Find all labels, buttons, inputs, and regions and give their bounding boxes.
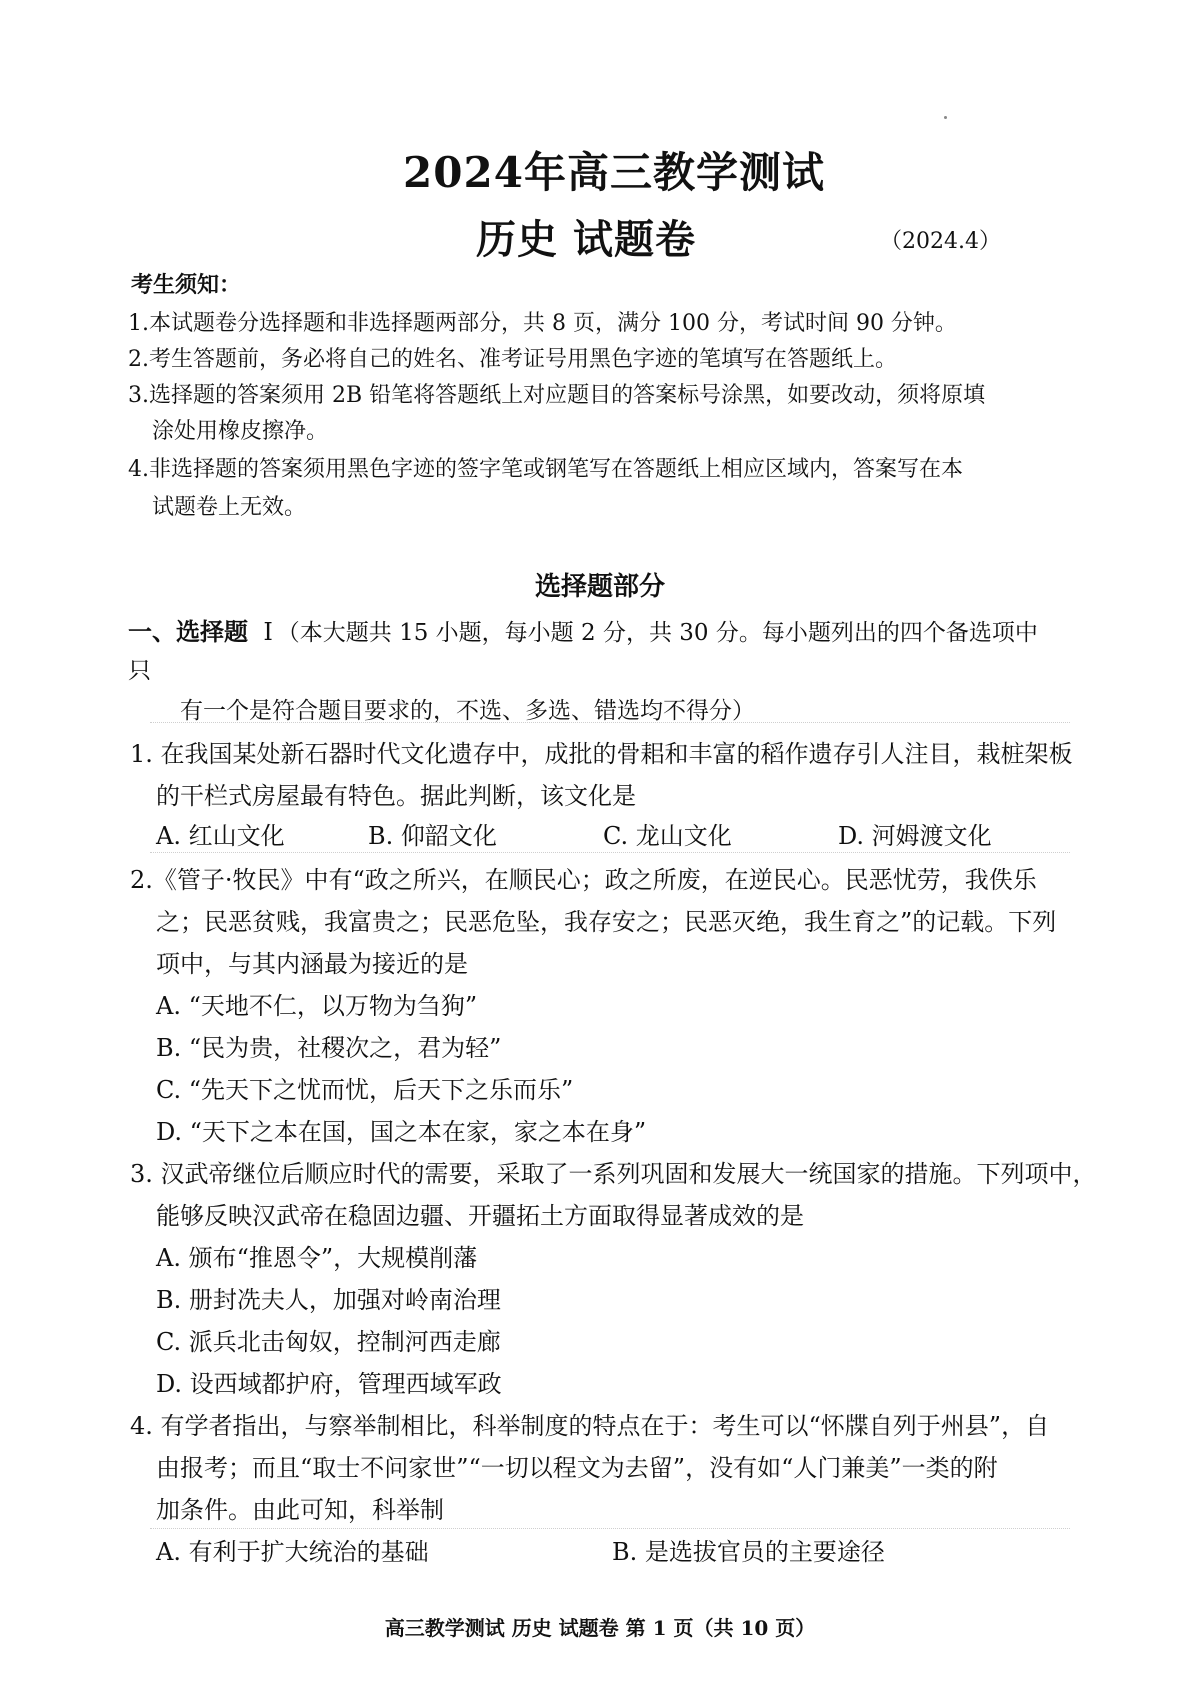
notice-line: 1.本试题卷分选择题和非选择题两部分，共 8 页，满分 100 分，考试时间 90 分钟。 <box>128 311 957 336</box>
part1-heading: 一、选择题 <box>128 617 248 646</box>
q2-option-c: C. “先天下之忧而忧，后天下之乐而乐” <box>156 1076 574 1104</box>
divider <box>150 722 1070 723</box>
part1-instr-line3: 有一个是符合题目要求的，不选、多选、错选均不得分） <box>180 698 755 724</box>
part1-instructions <box>128 612 1038 647</box>
section-title: 选择题部分 <box>534 572 665 602</box>
notice-heading: 考生须知： <box>131 272 242 298</box>
q2-option-d: D. “天下之本在国，国之本在家，家之本在身” <box>156 1118 647 1146</box>
q1-stem-line: 的干栏式房屋最有特色。据此判断，该文化是 <box>156 782 636 810</box>
exam-title: 2024年高三教学测试 <box>403 148 825 197</box>
part1-instr-line1: （本大题共 15 小题，每小题 2 分，共 30 分。每小题列出的四个备选项中 <box>276 620 1038 646</box>
q4-option-a: A. 有利于扩大统治的基础 <box>156 1538 429 1566</box>
scan-speck <box>944 116 947 119</box>
part1-instr-line2: 只 <box>128 658 151 684</box>
q3-stem-line: 能够反映汉武帝在稳固边疆、开疆拓土方面取得显著成效的是 <box>156 1202 804 1230</box>
part1-roman: Ⅰ <box>263 618 273 646</box>
notice-line: 试题卷上无效。 <box>152 495 307 520</box>
q3-stem-line: 3. 汉武帝继位后顺应时代的需要，采取了一系列巩固和发展大一统国家的措施。下列项中， <box>130 1160 1097 1188</box>
q4-option-b: B. 是选拔官员的主要途径 <box>612 1538 885 1566</box>
q1-option-a: A. 红山文化 <box>156 822 285 850</box>
q2-option-b: B. “民为贵，社稷次之，君为轻” <box>156 1034 502 1062</box>
q4-stem-line: 加条件。由此可知，科举制 <box>156 1496 444 1524</box>
divider <box>150 1528 1070 1529</box>
q3-option-d: D. 设西域都护府，管理西域军政 <box>156 1370 502 1398</box>
q3-option-c: C. 派兵北击匈奴，控制河西走廊 <box>156 1328 501 1356</box>
notice-line: 涂处用橡皮擦净。 <box>152 419 329 444</box>
page-footer: 高三教学测试 历史 试题卷 第 1 页（共 10 页） <box>384 1616 816 1640</box>
q4-stem-line: 由报考；而且“取士不问家世”“一切以程文为去留”，没有如“人门兼美”一类的附 <box>156 1454 998 1482</box>
exam-subtitle: 历史 试题卷 <box>476 216 696 263</box>
notice-line: 2.考生答题前，务必将自己的姓名、准考证号用黑色字迹的笔填写在答题纸上。 <box>128 347 897 372</box>
notice-line: 3.选择题的答案须用 2B 铅笔将答题纸上对应题目的答案标号涂黑，如要改动，须将原填 <box>128 383 986 408</box>
q1-option-b: B. 仰韶文化 <box>368 822 497 850</box>
q1-option-d: D. 河姆渡文化 <box>838 822 992 850</box>
notice-line: 4.非选择题的答案须用黑色字迹的签字笔或钢笔写在答题纸上相应区域内，答案写在本 <box>128 457 963 482</box>
q4-stem-line: 4. 有学者指出，与察举制相比，科举制度的特点在于：考生可以“怀牒自列于州县”，自 <box>130 1412 1050 1440</box>
q1-stem-line: 1. 在我国某处新石器时代文化遗存中，成批的骨耜和丰富的稻作遗存引人注目，栽桩架板 <box>130 740 1073 768</box>
exam-date: （2024.4） <box>880 229 1001 254</box>
q2-stem-line: 之；民恶贫贱，我富贵之；民恶危坠，我存安之；民恶灭绝，我生育之”的记载。下列 <box>156 908 1057 936</box>
q2-stem-line: 项中，与其内涵最为接近的是 <box>156 950 468 978</box>
q2-option-a: A. “天地不仁，以万物为刍狗” <box>156 992 478 1020</box>
q2-stem-line: 2.《管子·牧民》中有“政之所兴，在顺民心；政之所废，在逆民心。民恶忧劳，我佚乐 <box>130 866 1037 894</box>
q3-option-b: B. 册封冼夫人，加强对岭南治理 <box>156 1286 501 1314</box>
q1-option-c: C. 龙山文化 <box>603 822 732 850</box>
divider <box>150 852 1070 853</box>
q3-option-a: A. 颁布“推恩令”，大规模削藩 <box>156 1244 478 1272</box>
